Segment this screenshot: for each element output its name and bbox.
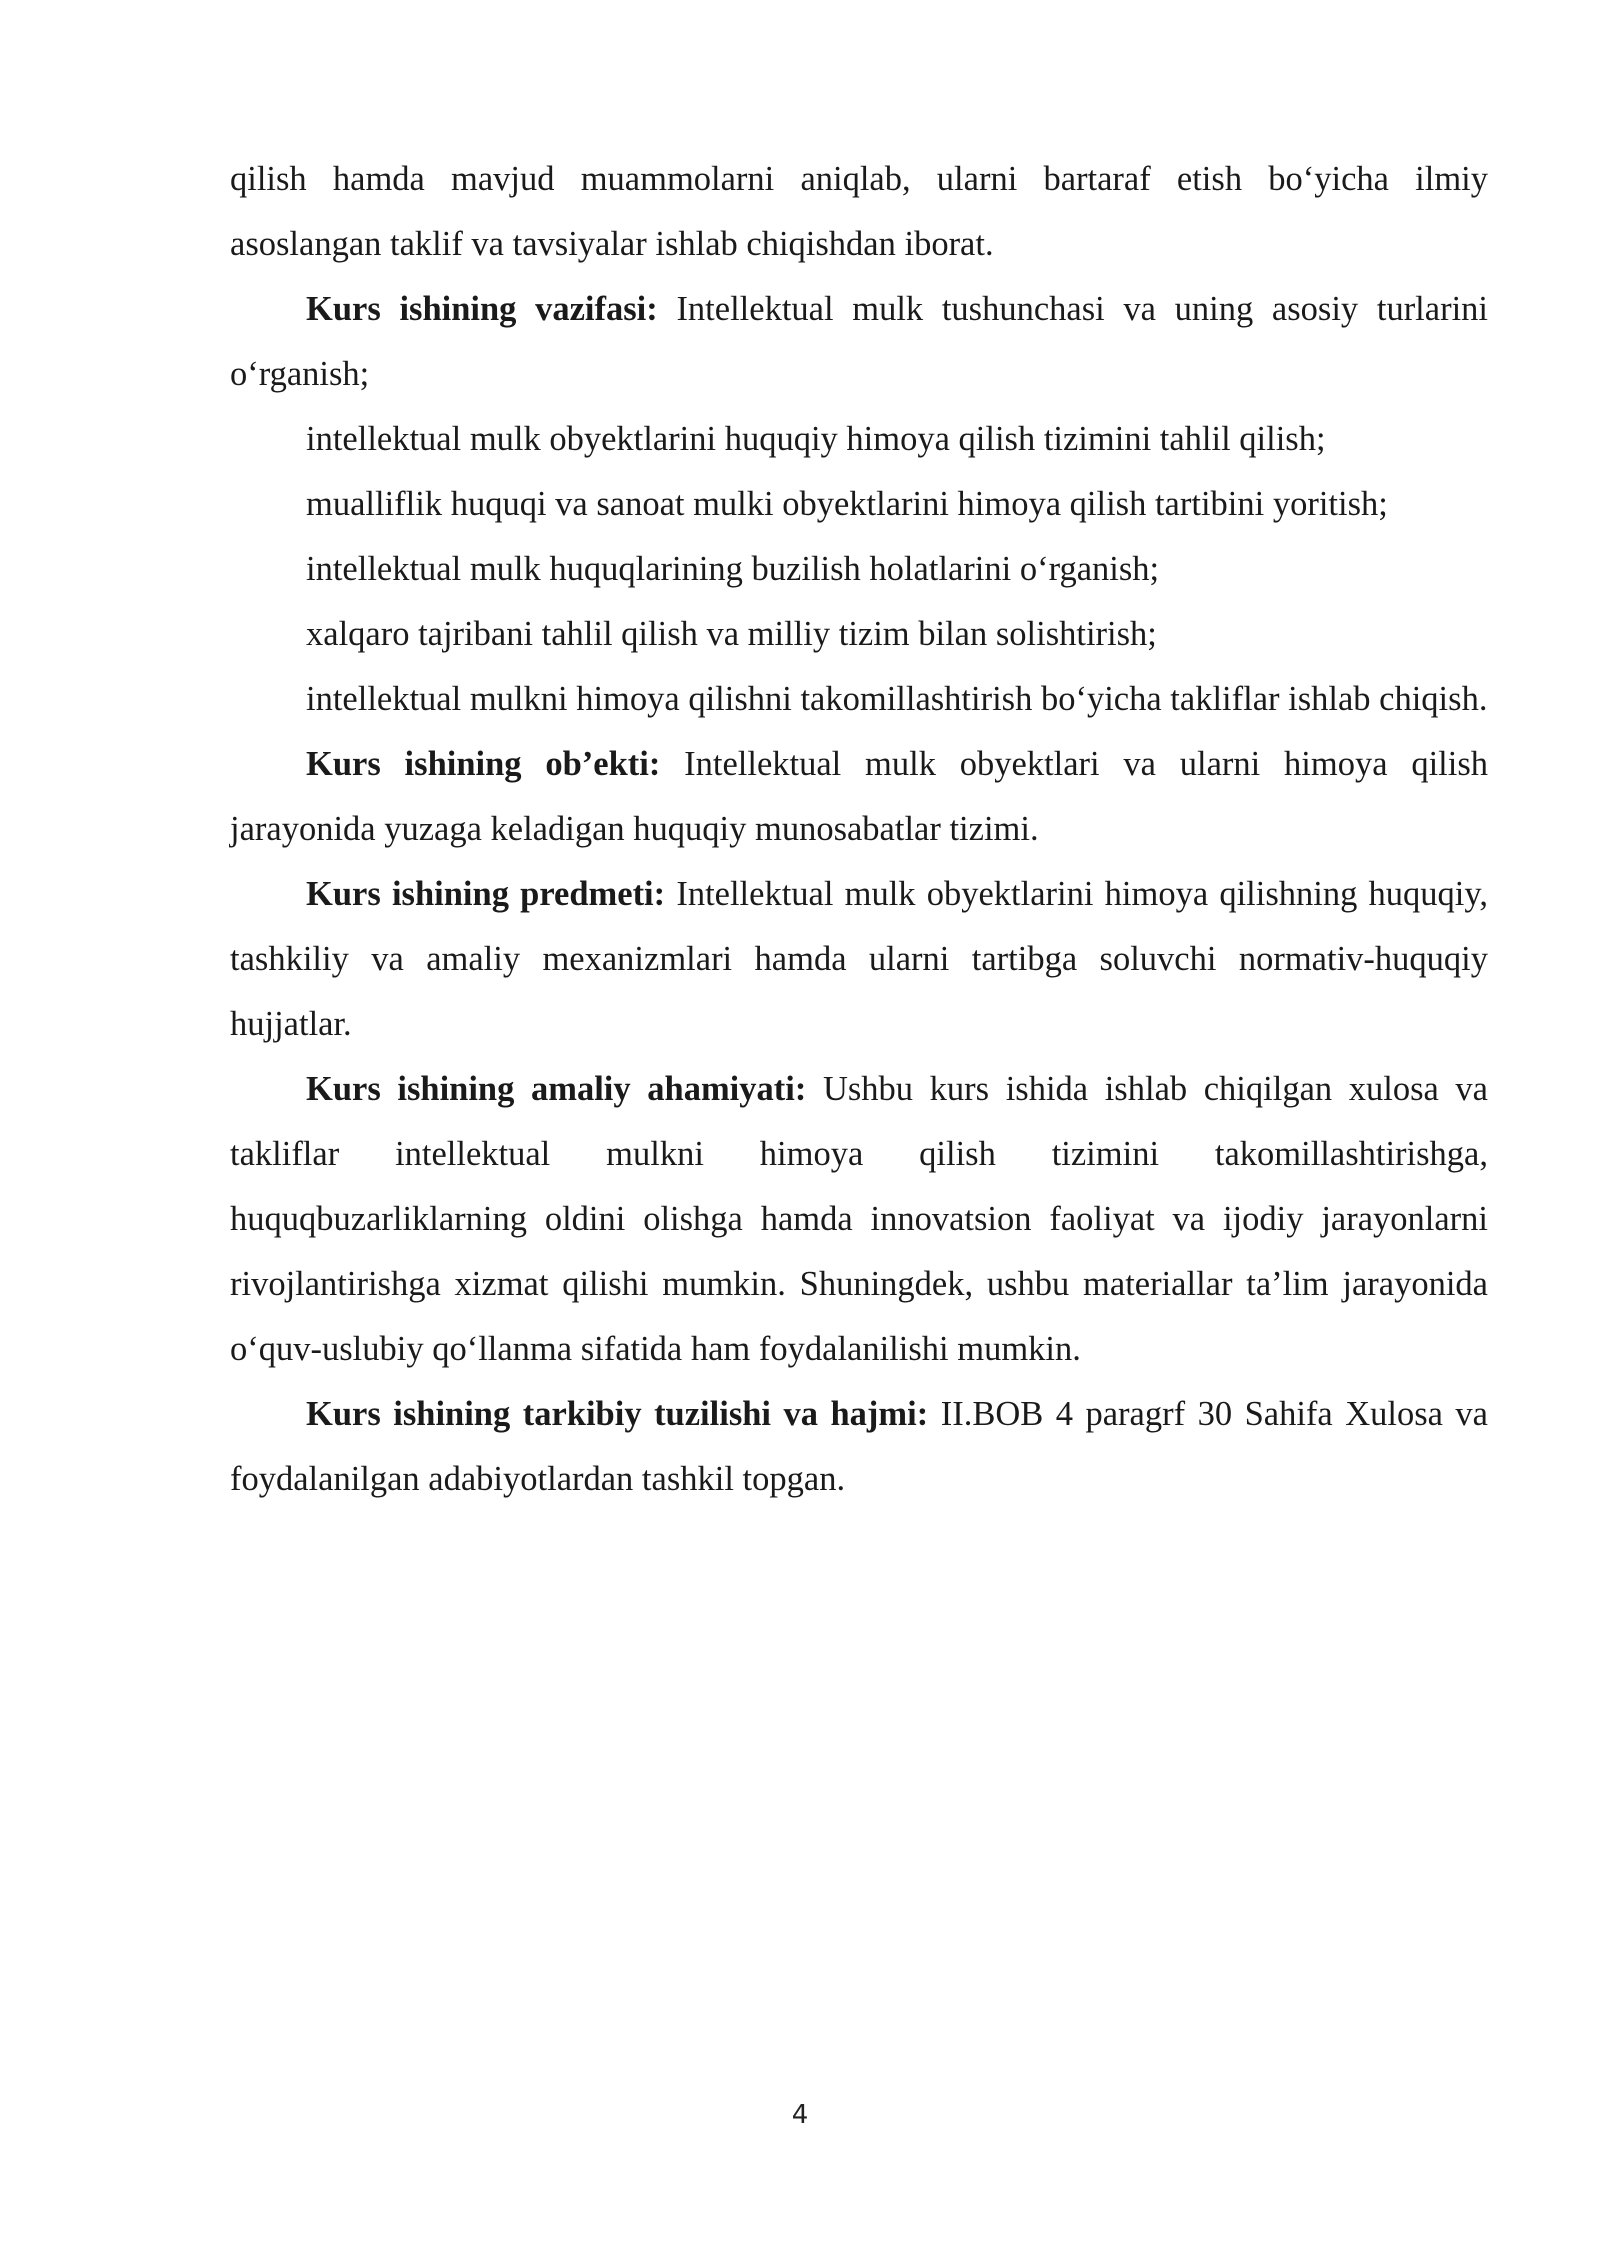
obekti-label: Kurs ishining ob’ekti: [306,745,661,783]
obekti-text: Intellektual mulk obyektlari va ularni himoya qilish jarayonida yuzaga keladigan huquqiy munosabatlar tizimi. [230,745,1489,848]
vazifasi-text: Intellektual mulk tushunchasi va uning asosiy turlarini o‘rganish; [230,290,1488,393]
task-item: xalqaro tajribani tahlil qilish va milliy tizim bilan solishtirish; [306,615,1157,653]
task-item: mualliflik huquqi va sanoat mulki obyektlarini himoya qilish tartibini yoritish; [306,485,1388,523]
vazifasi-paragraph [230,277,1488,407]
ahamiyati-paragraph [230,1057,1488,1382]
obekti-paragraph [230,732,1488,862]
predmeti-text: Intellektual mulk obyektlarini himoya qilishning huquqiy, tashkiliy va amaliy mexanizmlari hamda ularni tartibga soluvchi normativ-huquqiy hujjatlar. [230,875,1488,1043]
ahamiyati-text: Ushbu kurs ishida ishlab chiqilgan xulosa va takliflar intellektual mulkni himoya qilish tizimini takomillashtirishga, huquqbuzarliklarning oldini olishga hamda innovatsion faoliyat va ijodiy jarayonlarni rivojlantirishga xizmat qilishi mumkin. Shuningdek, ushbu materiallar ta’lim jarayonida o‘quv-uslubiy qo‘llanma sifatida ham foydalanilishi mumkin. [230,1070,1488,1368]
predmeti-paragraph [230,862,1488,1057]
tuzilishi-text: II.BOB 4 paragrf 30 Sahifa Xulosa va foydalanilgan adabiyotlardan tashkil topgan. [230,1395,1488,1498]
predmeti-label: Kurs ishining predmeti: [306,875,666,913]
continuation-paragraph: qilish hamda mavjud muammolarni aniqlab, ularni bartaraf etish bo‘yicha ilmiy asoslangan taklif va tavsiyalar ishlab chiqishdan iborat. [230,160,1488,263]
page-body [230,147,1488,1512]
tuzilishi-paragraph [230,1382,1488,1512]
page-number: 4 [791,2100,809,2130]
vazifasi-label: Kurs ishining vazifasi: [306,290,658,328]
task-item: intellektual mulk huquqlarining buzilish holatlarini o‘rganish; [306,550,1160,588]
task-item: intellektual mulkni himoya qilishni takomillashtirish bo‘yicha takliflar ishlab chiqish. [306,680,1488,718]
ahamiyati-label: Kurs ishining amaliy ahamiyati: [306,1070,807,1108]
task-item: intellektual mulk obyektlarini huquqiy himoya qilish tizimini tahlil qilish; [306,420,1326,458]
tuzilishi-label: Kurs ishining tarkibiy tuzilishi va hajmi: [306,1395,929,1433]
